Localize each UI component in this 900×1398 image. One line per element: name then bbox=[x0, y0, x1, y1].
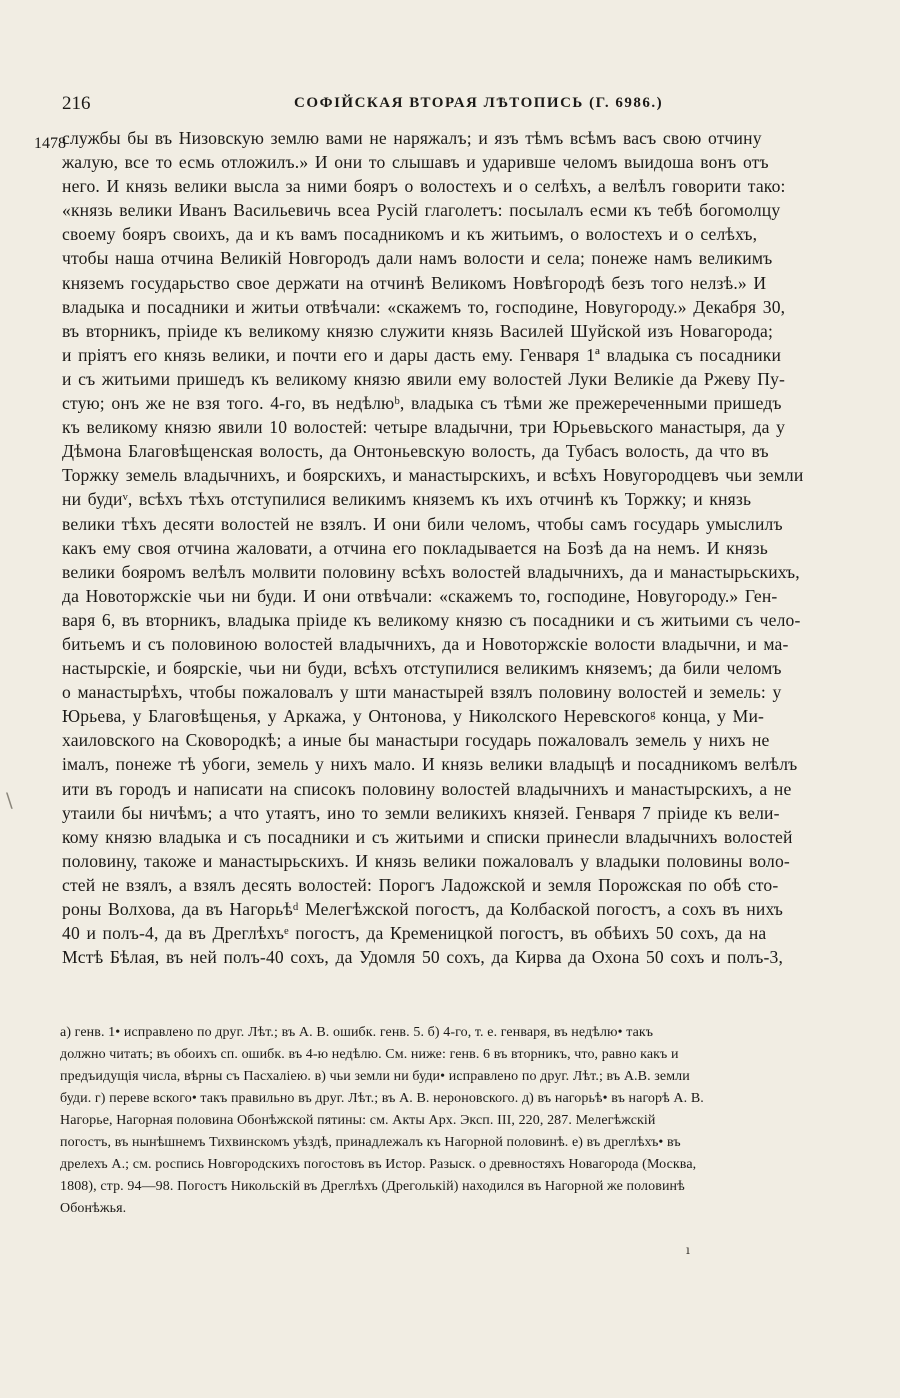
text-line: половину, такоже и манастырьскихъ. И князь велики пожаловалъ у владыки половины воло- bbox=[62, 850, 790, 871]
text-line: чтобы наша отчина Великій Новгородъ дали намъ волости и села; понеже намъ великимъ bbox=[62, 248, 773, 269]
text-line: владыка и посадники и житьи отвѣчали: «скажемъ то, господине, Новугороду.» Декабря 30, bbox=[62, 296, 786, 317]
footnote-line: Нагорье, Нагорная половина Обонѣжской пятины: см. Акты Арх. Эксп. III, 220, 287. Мелегѣжскій bbox=[60, 1113, 656, 1128]
text-line: настырскіе, и боярскіе, чьи ни буди, всѣхъ отступилися великимъ княземъ; да били челомъ bbox=[62, 658, 782, 679]
text-line: імалъ, понеже тѣ убоги, земель у нихъ мало. И князь велики владыцѣ и посадникомъ велѣлъ bbox=[62, 754, 798, 775]
text-line: княземъ государьство свое держати на отчинѣ Великомъ Новѣгородѣ безъ того нелзѣ.» И bbox=[62, 272, 767, 293]
footnote-line: буди. г) переве вского• такъ правильно въ друг. Лѣт.; въ А. В. нероновского. д) въ нагорьѣ• въ нагорѣ А. В. bbox=[60, 1091, 704, 1106]
footnote-line: Обонѣжья. bbox=[60, 1201, 127, 1216]
footnote-line: 1808), стр. 94—98. Погостъ Никольскій въ Дреглѣхъ (Дреголькій) находился въ Нагорной же половинѣ bbox=[60, 1179, 685, 1194]
chronicle-text bbox=[62, 126, 888, 969]
text-line: велики бояромъ велѣлъ молвити половину всѣхъ волостей владычнихъ, да и манастырьскихъ, bbox=[62, 561, 800, 582]
footnote-line: а) генв. 1• исправлено по друг. Лѣт.; въ А. В. ошибк. генв. 5. б) 4-го, т. е. генваря, въ недѣлю• такъ bbox=[60, 1025, 654, 1040]
bottom-mark: ı bbox=[686, 1243, 690, 1257]
text-line: кому князю владыка и съ посадники и съ житьими и списки принесли владычнихъ волостей bbox=[62, 826, 793, 847]
text-line: Мстѣ Бѣлая, въ ней полъ-40 сохъ, да Удомля 50 сохъ, да Кирва да Охона 50 сохъ и полъ-3, bbox=[62, 947, 784, 968]
margin-year: 1478 bbox=[34, 135, 66, 152]
margin-mark: \ bbox=[6, 788, 13, 812]
text-line: жалую, все то есмь отложилъ.» И они то слышавъ и ударивше челомъ выидоша вонъ отъ bbox=[62, 152, 769, 173]
text-line: къ великому князю явили 10 волостей: четыре владычни, три Юрьевьского манастыря, да у bbox=[62, 417, 786, 438]
footnotes bbox=[60, 1022, 888, 1220]
text-line: 40 и полъ-4, да въ Дреглѣхъᵉ погостъ, да Кременицкой погостъ, въ обѣихъ 50 сохъ, да на bbox=[62, 923, 767, 944]
text-line: и съ житьими пришедъ къ великому князю явили ему волостей Луки Великіе да Ржеву Пу- bbox=[62, 368, 786, 389]
text-line: велики тѣхъ десяти волостей не взялъ. И они били челомъ, чтобы самъ государь умыслилъ bbox=[62, 513, 783, 534]
text-line: стую; онъ же не взя того. 4-го, въ недѣлюᵇ, владыка съ тѣми же прежереченными пришедъ bbox=[62, 393, 782, 414]
text-line: роны Волхова, да въ Нагорьѣᵈ Мелегѣжской погостъ, да Колбаской погостъ, а сохъ въ нихъ bbox=[62, 899, 784, 919]
text-line: стей не взялъ, а взялъ десять волостей: Порогъ Ладожской и земля Порожская по обѣ сто- bbox=[62, 874, 779, 895]
text-line: ни будиᵛ, всѣхъ тѣхъ отступилися великимъ княземъ къ ихъ отчинѣ къ Торжку; и князь bbox=[62, 489, 752, 510]
footnote-line: должно читать; въ обоихъ сп. ошибк. въ 4-ю недѣлю. См. ниже: генв. 6 въ вторникъ, что, равно какъ и bbox=[60, 1047, 679, 1062]
text-line: да Новоторжскіе чьи ни буди. И они отвѣчали: «скажемъ то, господине, Новугороду.» Ген- bbox=[62, 585, 778, 606]
text-line: своему бояръ своихъ, да и къ вамъ посадникомъ и къ житьимъ, о волостехъ и о селѣхъ, bbox=[62, 224, 758, 245]
text-line: въ вторникъ, пріиде къ великому князю служити князь Василей Шуйской изъ Новагорода; bbox=[62, 320, 774, 341]
text-line: службы бы въ Низовскую землю вами не наряжалъ; и язъ тѣмъ всѣмъ васъ свою отчину bbox=[62, 128, 762, 148]
footnote-line: предъидущія числа, вѣрны съ Пасхаліею. в) чьи земли ни буди• исправлено по друг. Лѣт.; въ А.В. земли bbox=[60, 1069, 690, 1084]
text-line: о манастырѣхъ, чтобы пожаловалъ у шти манастырей взялъ половину волостей и земель: у bbox=[62, 682, 782, 703]
text-line: какъ ему своя отчина жаловати, а отчина его покладывается на Бозѣ да на немъ. И князь bbox=[62, 537, 768, 558]
text-line: Торжку земель владычнихъ, и боярскихъ, и манастырскихъ, и всѣхъ Новугородцевъ чьи земли bbox=[62, 465, 804, 486]
text-line: варя 6, въ вторникъ, владыка пріиде къ великому князю съ посадники и съ житьими съ чело- bbox=[62, 609, 801, 630]
page-header bbox=[62, 93, 862, 119]
running-title: СОФІЙСКАЯ ВТОРАЯ ЛѢТОПИСЬ (Г. 6986.) bbox=[294, 95, 664, 111]
text-line: него. И князь велики высла за ними бояръ о волостехъ и о селѣхъ, а велѣлъ говорити тако: bbox=[62, 176, 786, 197]
page-number: 216 bbox=[62, 93, 91, 114]
text-line: утаили бы ничѣмъ; а что утаятъ, ино то земли великихъ князей. Генваря 7 пріиде къ вели- bbox=[62, 802, 780, 823]
text-line: и пріятъ его князь велики, и почти его и дары дасть ему. Генваря 1ª владыка съ посадники bbox=[62, 344, 782, 365]
text-line: «князь велики Иванъ Васильевичь всеа Русій глаголетъ: посылалъ есми къ тебѣ богомолцу bbox=[62, 200, 781, 221]
footnote-line: дрелехъ А.; см. роспись Новгородскихъ погостовъ въ Истор. Разыск. о древностяхъ Новагорода (Москва, bbox=[60, 1157, 697, 1172]
text-line: Юрьева, у Благовѣщенья, у Аркажа, у Онтонова, у Николского Неревскогоᵍ конца, у Ми- bbox=[62, 706, 765, 727]
footnote-line: погостъ, въ нынѣшнемъ Тихвинскомъ уѣздѣ, принадлежалъ къ Нагорной половинѣ. е) въ дреглѣхъ• въ bbox=[60, 1135, 681, 1150]
text-line: битьемъ и съ половиною волостей владычнихъ, да и Новоторжскіе волости владычни, и ма- bbox=[62, 633, 789, 654]
text-line: хаиловского на Сковородкѣ; а иные бы манастыри государь пожаловалъ земель у нихъ не bbox=[62, 730, 770, 751]
text-line: Дѣмона Благовѣщенская волость, да Онтоньевскую волость, да Тубасъ волость, да что въ bbox=[62, 441, 769, 462]
text-line: ити въ городъ и написати на списокъ половину волостей владычнихъ и манастырскихъ, а не bbox=[62, 778, 792, 799]
